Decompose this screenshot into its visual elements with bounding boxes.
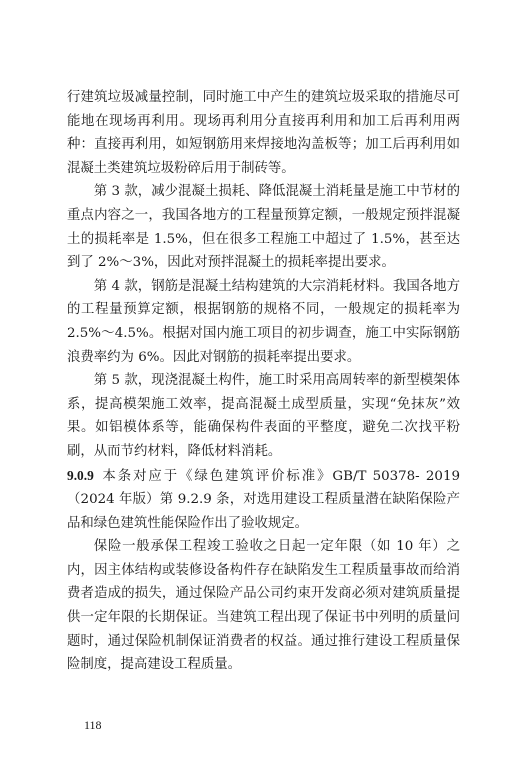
body-text [67, 86, 460, 677]
page-number: 118 [84, 718, 102, 732]
clause-number: 9.0.9 [67, 467, 94, 483]
paragraph-item-5-formwork: 第 5 款，现浇混凝土构件，施工时采用高周转率的新型模架体系，提高模架施工效率，提高混凝土成型质量，实现“免抹灰”效果。如铝模体系等，能确保构件表面的平整度，避免二次找平粉刷，从而节约材料，降低材料消耗。 [67, 373, 460, 459]
paragraph-insurance: 保险一般承保工程竣工验收之日起一定年限（如 10 年）之内，因主体结构或装修设备构件存在缺陷发生工程质量事故而给消费者造成的损失，通过保险产品公司约束开发商必须对建筑质量提供一定年限的长期保证。当建筑工程出现了保证书中列明的质量问题时，通过保险机制保证消费者的权益。通过推行建设工程质量保险制度，提高建设工程质量。 [67, 539, 460, 673]
paragraph-item-4-rebar: 第 4 款，钢筋是混凝土结构建筑的大宗消耗材料。我国各地方的工程量预算定额，根据钢筋的规格不同，一般规定的损耗率为 2.5%～4.5%。根据对国内施工项目的初步调查，施工中实际钢筋浪费率约为 6%。因此对钢筋的损耗率提出要求。 [67, 278, 460, 365]
paragraph-waste-reuse: 行建筑垃圾减量控制，同时施工中产生的建筑垃圾采取的措施尽可能地在现场再利用。现场再利用分直接再利用和加工后再利用两种：直接再利用，如短钢筋用来焊接地沟盖板等；加工后再利用如混凝土类建筑垃圾粉碎后用于制砖等。 [67, 90, 460, 176]
clause-text: 本条对应于《绿色建筑评价标准》GB/T 50378- 2019（2024 年版）第 9.2.9 条，对选用建设工程质量潜在缺陷保险产品和绿色建筑性能保险作出了验收规定。 [67, 468, 460, 531]
paragraph-item-3-concrete: 第 3 款，减少混凝土损耗、降低混凝土消耗量是施工中节材的重点内容之一，我国各地方的工程量预算定额，一般规定预拌混凝土的损耗率是 1.5%，但在很多工程施工中超过了 1.5%，甚至达到了 2%～3%，因此对预拌混凝土的损耗率提出要求。 [67, 184, 460, 271]
clause-paragraph [67, 464, 460, 536]
